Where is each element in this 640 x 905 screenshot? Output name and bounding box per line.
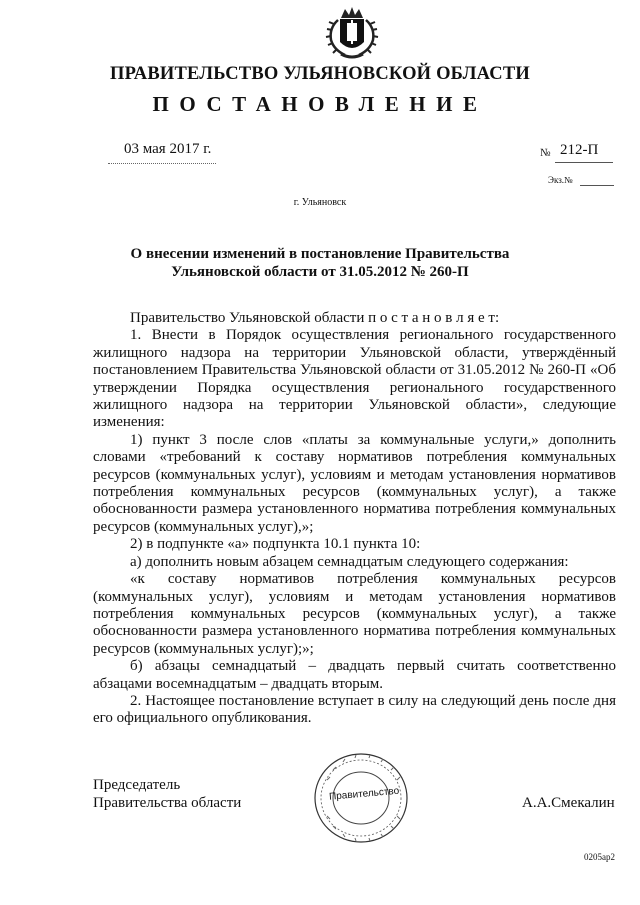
subject-line-2: Ульяновской области от 31.05.2012 № 260-П xyxy=(171,264,469,280)
subject-line-1: О внесении изменений в постановление Правительства xyxy=(130,246,510,262)
organization-title: ПРАВИТЕЛЬСТВО УЛЬЯНОВСКОЙ ОБЛАСТИ xyxy=(110,64,530,84)
city: г. Ульяновск xyxy=(293,197,347,208)
copy-number-line xyxy=(580,185,614,186)
signer-position-line-1: Председатель xyxy=(93,777,181,793)
copy-number-label: Экз.№ xyxy=(548,175,573,185)
number-underline xyxy=(555,162,613,163)
paragraph-1-subitem-1: 1) пункт 3 после слов «платы за коммунальные услуги,» дополнить словами «требований к составу нормативов потребления коммунальных ресурсов (коммунальных услуг), условиям и методам установления нормативов потребления коммунальных ресурсов (коммунальных услуг), а также обоснованности размера установленного норматива потребления коммунальных ресурсов (коммунальных услуг),»; xyxy=(93,431,616,535)
paragraph-2: 2. Настоящее постановление вступает в силу на следующий день после дня его официального опубликования. xyxy=(93,692,616,727)
paragraph-1-subitem-2b: б) абзацы семнадцатый – двадцать первый считать соответственно абзацами восемнадцатым – двадцать вторым. xyxy=(93,658,616,692)
paragraph-1-subitem-2a: а) дополнить новым абзацем семнадцатым следующего содержания: xyxy=(130,553,569,570)
paragraph-1: 1. Внести в Порядок осуществления регионального государственного жилищного надзора на территории Ульяновской области, утверждённый постановлением Правительства Ульяновской области от 31.05.2012 № 260-П «Об утверждении Порядка осуществления регионального государственного жилищного надзора на территории Ульяновской области», следующие изменения: xyxy=(93,327,616,431)
document-number: 212-П xyxy=(560,142,599,158)
inserted-text: «к составу нормативов потребления коммунальных ресурсов (коммунальных услуг), условиям и методам установления нормативов потребления коммунальных ресурсов (коммунальных услуг), а также обоснованности размера установленного норматива потребления коммунальных ресурсов (коммунальных услуг);»; xyxy=(93,571,616,657)
signer-position-line-2: Правительства области xyxy=(93,794,242,811)
document-date: 03 мая 2017 г. xyxy=(124,141,212,157)
official-seal xyxy=(307,750,415,846)
signer-position xyxy=(93,777,241,812)
signer-name: А.А.Смекалин xyxy=(522,795,615,811)
coat-of-arms-icon xyxy=(325,6,379,62)
paragraph-1-subitem-2: 2) в подпункте «а» подпункта 10.1 пункта 10: xyxy=(130,536,421,553)
seal-text: Правительство xyxy=(328,785,400,803)
document-code: 0205ар2 xyxy=(584,852,615,862)
document-subject xyxy=(70,245,570,281)
number-sign: № xyxy=(540,147,551,159)
preamble: Правительство Ульяновской области п о с т а н о в л я е т: xyxy=(130,310,500,326)
document-body xyxy=(93,310,616,728)
document-type: ПОСТАНОВЛЕНИЕ xyxy=(152,92,488,116)
date-underline xyxy=(108,163,216,164)
